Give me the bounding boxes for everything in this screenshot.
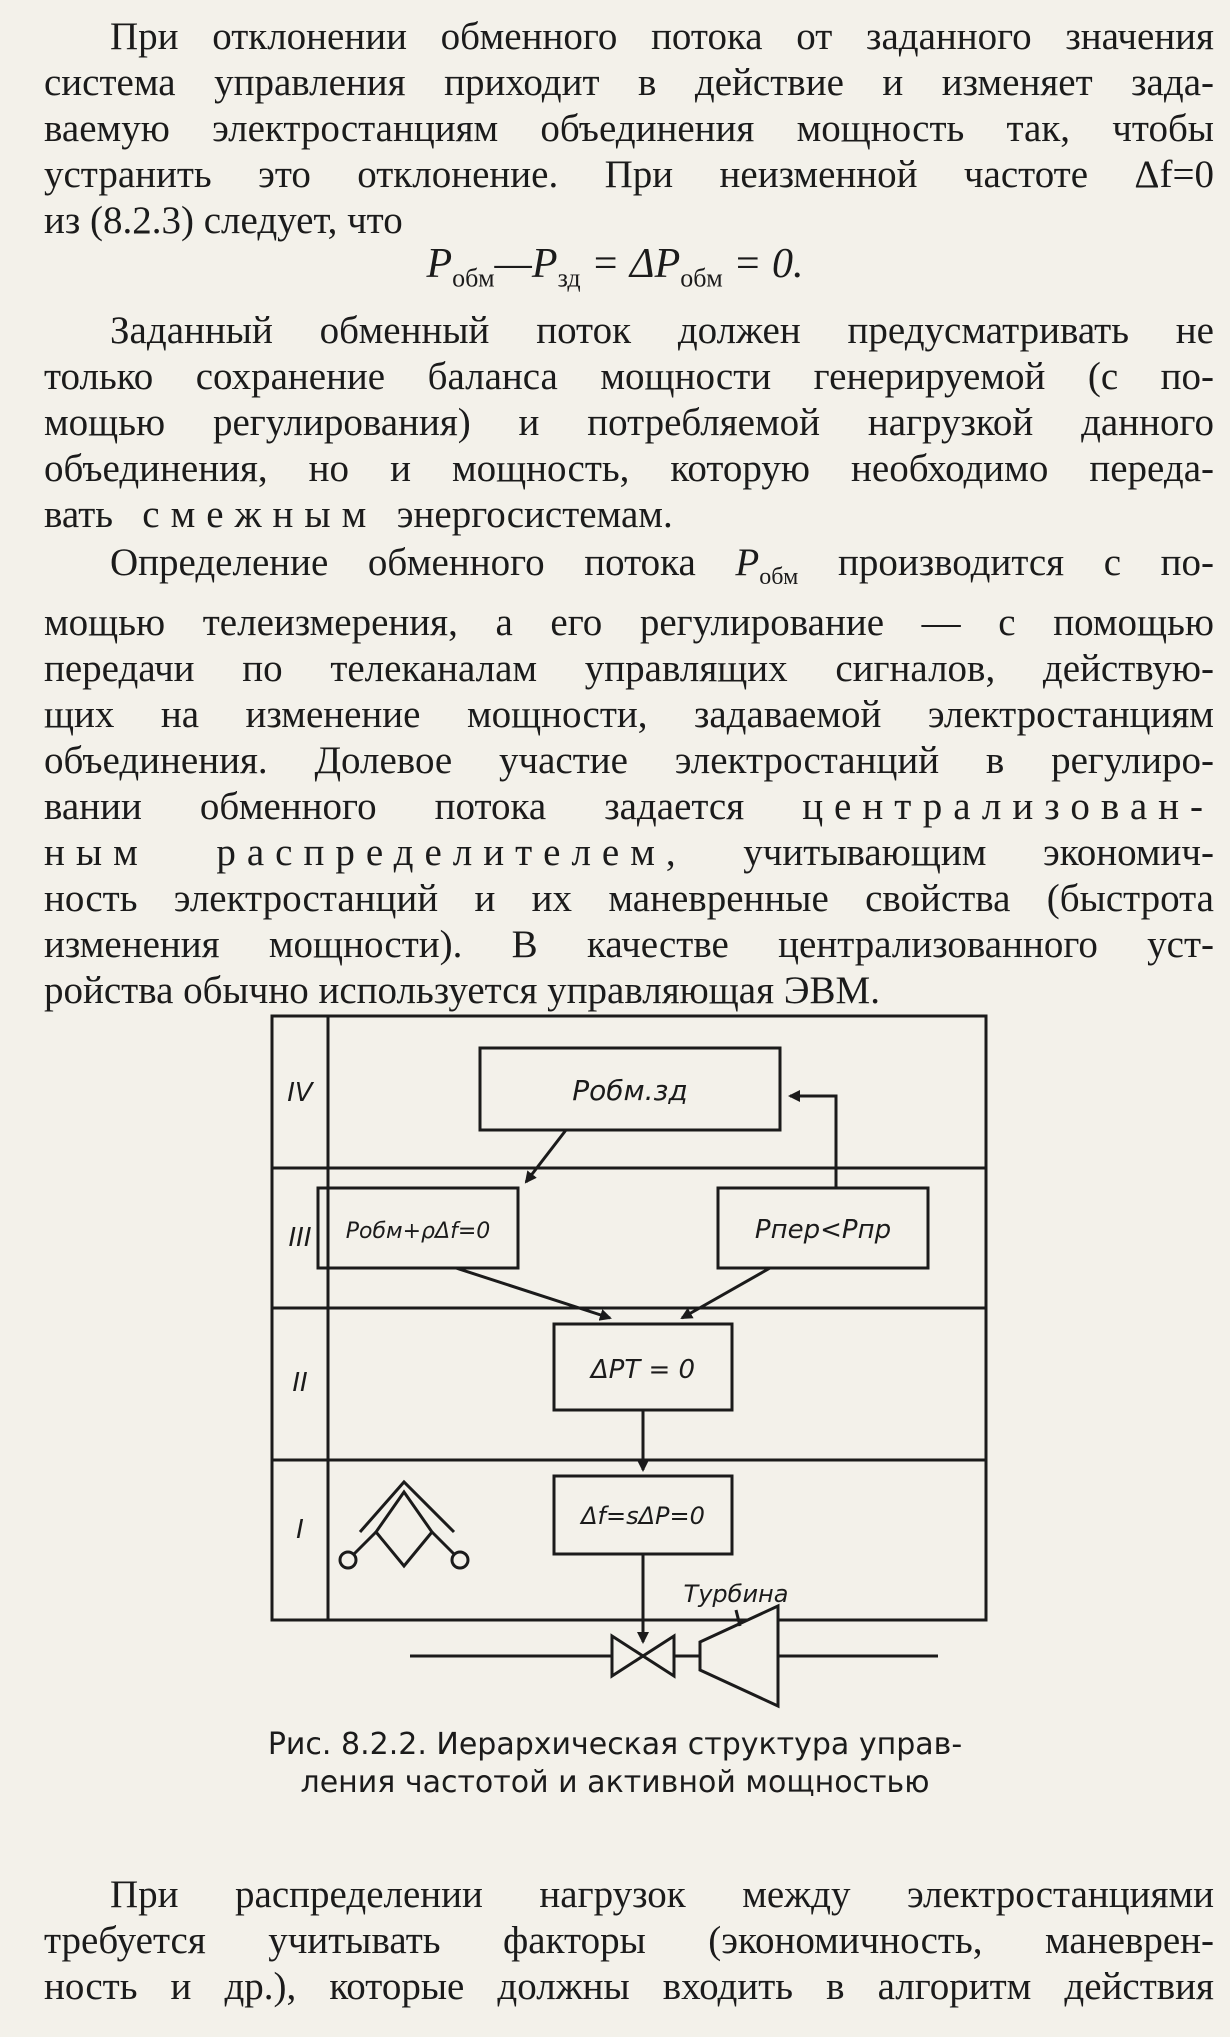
text-fragment: Определение обменного потока [110,541,736,584]
diagram-svg [250,1006,1010,1726]
arrow [682,1268,770,1318]
text-line: ность и др.), которые должны входить в алгоритм действия [44,1965,1214,2008]
text-line: щих на изменение мощности, задаваемой электростанциям [44,692,1214,736]
symbol-sub: обм [759,563,799,590]
level-label-iv: IV [287,1078,313,1108]
formula-eq1: = ΔP [580,241,681,287]
box-i-text: Δf=sΔP=0 [581,1502,705,1530]
valve-right [643,1636,674,1676]
text-line: устранить это отклонение. При неизменной частоте Δf=0 [44,153,1214,196]
text-line: только сохранение баланса мощности генерируемой (с по- [44,355,1214,398]
valve-left [612,1636,643,1676]
text-line [44,492,1214,538]
symbol-p: P [735,541,760,584]
formula-minus: — [494,241,532,287]
spaced-term: смежным [142,493,378,536]
formula-p2: P [531,241,558,287]
level-label-i: I [296,1515,304,1545]
spaced-term: централизован- [802,784,1214,828]
box-iv-text: Pобм.зд [572,1074,688,1107]
text-fragment: энергосистемам. [396,493,673,536]
text-line: мощью регулирования) и потребляемой нагрузкой данного [44,401,1214,444]
turbine-label: Турбина [683,1580,789,1608]
level-label-iii: III [288,1223,312,1253]
text-line: ройства обычно используется управляющая ЭВМ. [44,968,880,1012]
text-line: При отклонении обменного потока от заданного значения [110,15,1214,58]
box-iii-left-text: Pобм+ρΔf=0 [345,1219,491,1244]
caption-line: ления частотой и активной мощностью [300,1765,930,1800]
spaced-term: ным распределителем, [44,830,687,874]
paragraph-2 [44,308,1214,538]
text-fragment: вании обменного потока задается [44,784,803,828]
text-line: требуется учитывать факторы (экономичность, маневрен- [44,1919,1214,1962]
arrow [526,1130,566,1182]
formula-sub2: зд [557,263,581,293]
text-line: из (8.2.3) следует, что [44,199,403,242]
hierarchy-diagram [250,1006,1010,1726]
text-line: объединения, но и мощность, которую необходимо переда- [44,447,1214,490]
text-line: ваемую электростанциям объединения мощность так, чтобы [44,107,1214,150]
formula [0,240,1230,293]
text-line: При распределении нагрузок между электростанциями [110,1873,1214,1916]
text-line: ность электростанций и их маневренные свойства (быстрота [44,876,1214,920]
text-fragment: учитывающим экономич- [686,830,1214,874]
formula-p1: P [426,241,453,287]
formula-sub1: обм [452,263,495,293]
box-iii-right-text: Pпер<Pпр [754,1215,892,1245]
paragraph-4 [44,1872,1214,2010]
arrow [790,1096,836,1188]
level-label-ii: II [292,1368,308,1398]
paragraph-1 [44,14,1214,244]
text-line: мощью телеизмерения, а его регулирование — с помощью [44,600,1214,644]
formula-eq2: = 0. [722,241,804,287]
text-line: система управления приходит в действие и изменяет зада- [44,61,1214,104]
caption-line: Рис. 8.2.2. Иерархическая структура управ- [267,1727,963,1762]
box-ii-text: ΔPT = 0 [590,1355,696,1385]
paragraph-3 [44,540,1214,1014]
text-line [44,830,1214,876]
text-line: объединения. Долевое участие электростанций в регулиро- [44,738,1214,782]
formula-sub3: обм [680,263,723,293]
figure-caption [0,1726,1230,1802]
text-line: передачи по телеканалам управлящих сигналов, действую- [44,646,1214,690]
text-line [44,540,1214,600]
regulator-symbol [340,1482,468,1568]
text-fragment: производится с по- [798,541,1214,584]
text-line: Заданный обменный поток должен предусматривать не [110,309,1214,352]
text-fragment: вать [44,493,114,536]
arrow [456,1268,610,1318]
text-line [44,784,1214,830]
text-line: изменения мощности). В качестве централизованного уст- [44,922,1214,966]
